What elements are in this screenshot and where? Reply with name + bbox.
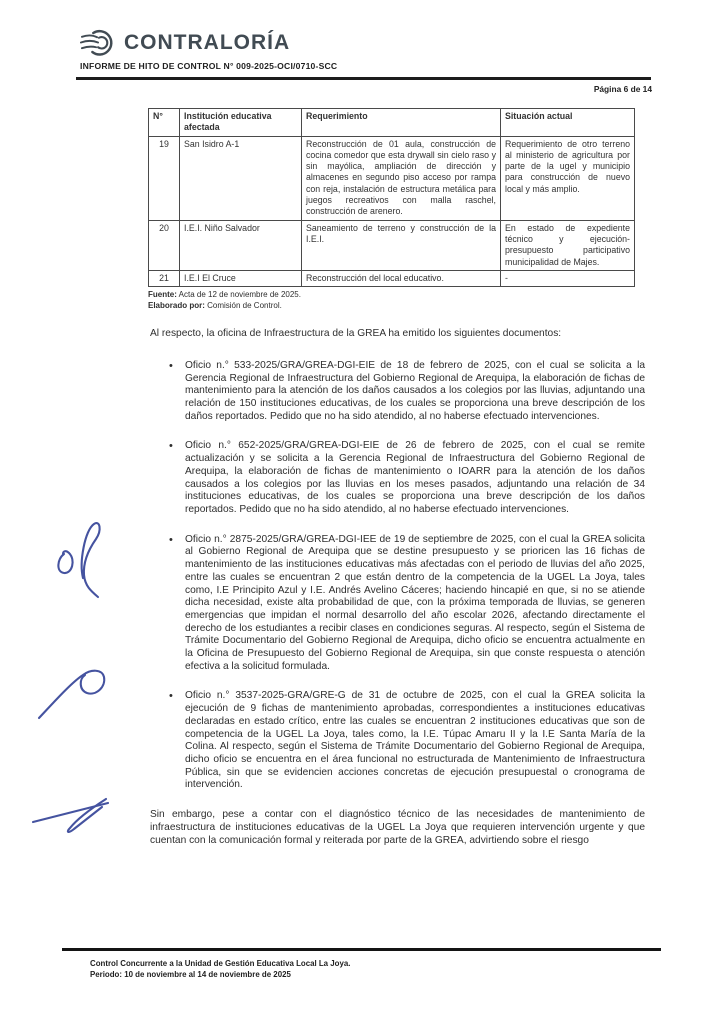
logo-wordmark: CONTRALORÍA bbox=[124, 30, 291, 54]
cell-num: 21 bbox=[149, 270, 180, 286]
col-header-requerimiento: Requerimiento bbox=[302, 109, 501, 137]
col-header-institucion: Institución educativa afectada bbox=[180, 109, 302, 137]
table-row bbox=[149, 136, 635, 220]
cell-requerimiento: Reconstrucción del local educativo. bbox=[302, 270, 501, 286]
handwritten-initials-1 bbox=[52, 516, 114, 608]
col-header-situacion: Situación actual bbox=[501, 109, 635, 137]
requirements-table bbox=[148, 108, 635, 287]
elaborado-label: Elaborado por: bbox=[148, 300, 205, 310]
main-content bbox=[148, 108, 647, 847]
contraloria-swoosh-icon bbox=[80, 26, 118, 59]
table-row bbox=[149, 270, 635, 286]
header-divider bbox=[76, 77, 651, 80]
fuente-label: Fuente: bbox=[148, 290, 177, 300]
col-header-num: N° bbox=[149, 109, 180, 137]
oficios-list bbox=[148, 360, 645, 792]
cell-requerimiento: Reconstrucción de 01 aula, construcción de cocina comedor que esta drywall sin cielo raso y sin mayólica, ampliación de dirección y almacenes en segundo piso acceso por rampa con reja, instalación de estructura metálica para juegos recreativos con malla raschel, construcción de arenero. bbox=[302, 136, 501, 220]
cell-requerimiento: Saneamiento de terreno y construcción de la I.E.I. bbox=[302, 220, 501, 270]
intro-paragraph: Al respecto, la oficina de Infraestructura de la GREA ha emitido los siguientes documentos: bbox=[150, 328, 562, 340]
handwritten-initials-3 bbox=[30, 790, 116, 842]
cell-institucion: I.E.I. Niño Salvador bbox=[180, 220, 302, 270]
cell-num: 19 bbox=[149, 136, 180, 220]
table-source-block bbox=[148, 290, 647, 311]
list-item-oficio-533: • Oficio n.° 533-2025/GRA/GREA-DGI-EIE de 18 de febrero de 2025, con el cual se solicita a la Gerencia Regional de Infraestructura del Gobierno Regional de Arequipa, la elaboración de fichas de mantenimiento para la atención de los daños causados a los colegios por las lluvias, adjuntando una relación de 150 instituciones educativas, de los cuales se proporciona una breve descripción de los daños reportados. Pedido que no ha sido atendido, al no haberse efectuado intervenciones. bbox=[185, 360, 645, 424]
report-title: INFORME DE HITO DE CONTROL N° 009-2025-OCI/0710-SCC bbox=[80, 61, 338, 71]
footer bbox=[90, 958, 350, 980]
elaborado-value: Comisión de Control. bbox=[204, 300, 282, 310]
footer-line2: Periodo: 10 de noviembre al 14 de noviembre de 2025 bbox=[90, 970, 291, 979]
list-item-oficio-3537: • Oficio n.° 3537-2025-GRA/GRE-G de 31 de octubre de 2025, con el cual la GREA solicita la ejecución de 9 fichas de mantenimiento aprobadas, correspondientes a instituciones educativas declaradas en estado crítico, entre las cuales se encuentran 2 instituciones educativas que son de competencia de la UGEL La Joya, tales como, la I.E. Túpac Amaru II y la I.E Santa María de la Colina. Al respecto, según el Sistema de Trámite Documentario del Gobierno Regional de Arequipa, dicho oficio se encuentra en el área funcional no estructurada de Mantenimiento de Infraestructura Pública, sin que se evidencien acciones concretas de ejecución presupuestal o cronograma de intervención. bbox=[185, 690, 645, 792]
list-item-oficio-652: • Oficio n.° 652-2025/GRA/GREA-DGI-EIE de 26 de febrero de 2025, con el cual se remite actualización y se solicita a la Gerencia Regional de Infraestructura del Gobierno Regional de Arequipa, la elaboración de fichas de mantenimiento o IOARR para la atención de los daños causados a los colegios por las lluvias en los meses pasados, adjuntando una relación de 34 instituciones educativas, de los cuales se proporciona una breve descripción de los daños reportados. Pedido que no ha sido atendido, al no haberse efectuado intervenciones. bbox=[185, 440, 645, 516]
closing-paragraph: Sin embargo, pese a contar con el diagnóstico técnico de las necesidades de mantenimiento de infraestructura de instituciones educativas de la UGEL La Joya que requieren intervención urgente y que cuentan con la comunicación formal y reiterada por parte de la GREA, advirtiendo sobre el riesgo bbox=[150, 809, 645, 846]
cell-num: 20 bbox=[149, 220, 180, 270]
page-number: Página 6 de 14 bbox=[593, 84, 652, 94]
cell-situacion: En estado de expediente técnico y ejecución- presupuesto participativo municipalidad de Majes. bbox=[501, 220, 635, 270]
cell-situacion: - bbox=[501, 270, 635, 286]
table-row bbox=[149, 220, 635, 270]
footer-divider bbox=[62, 948, 661, 951]
header-logo bbox=[80, 26, 290, 59]
table-header-row bbox=[149, 109, 635, 137]
cell-situacion: Requerimiento de otro terreno al ministerio de agricultura por parte de la ugel y municipio para construcción de nuevo local y más amplio. bbox=[501, 136, 635, 220]
fuente-value: Acta de 12 de noviembre de 2025. bbox=[176, 290, 301, 300]
list-item-oficio-2875: • Oficio n.° 2875-2025/GRA/GREA-DGI-IEE de 19 de septiembre de 2025, con el cual la GREA solicita al Gobierno Regional de Arequipa que se destine presupuesto y se prioricen las 16 fichas de mantenimiento de las instituciones educativas más afectadas con el periodo de lluvias del año 2025, entre las cuales se encuentran 2 que están dentro de la competencia de la UGEL La Joya, tales como, I.E Principito Azul y I.E. Andrés Avelino Cáceres; haciendo hincapié en que, si no se atiende dicha necesidad, existe alta probabilidad de que, con la próxima temporada de lluvias, se generen emergencias que impidan el normal desarrollo del año escolar 2026, afectando directamente el derecho de los estudiantes a recibir clases en condiciones seguras. Al respecto, según el Sistema de Trámite Documentario del Gobierno Regional de Arequipa, dicho oficio se encuentra actualmente en la Oficina de Presupuesto del Gobierno Regional de Arequipa, sin que conste respuesta o atención efectiva a la solicitud formulada. bbox=[185, 534, 645, 674]
cell-institucion: I.E.I El Cruce bbox=[180, 270, 302, 286]
fuente-line bbox=[148, 290, 647, 301]
cell-institucion: San Isidro A-1 bbox=[180, 136, 302, 220]
footer-line1: Control Concurrente a la Unidad de Gestión Educativa Local La Joya. bbox=[90, 959, 351, 968]
handwritten-initials-2 bbox=[36, 666, 112, 722]
elaborado-line bbox=[148, 301, 647, 312]
